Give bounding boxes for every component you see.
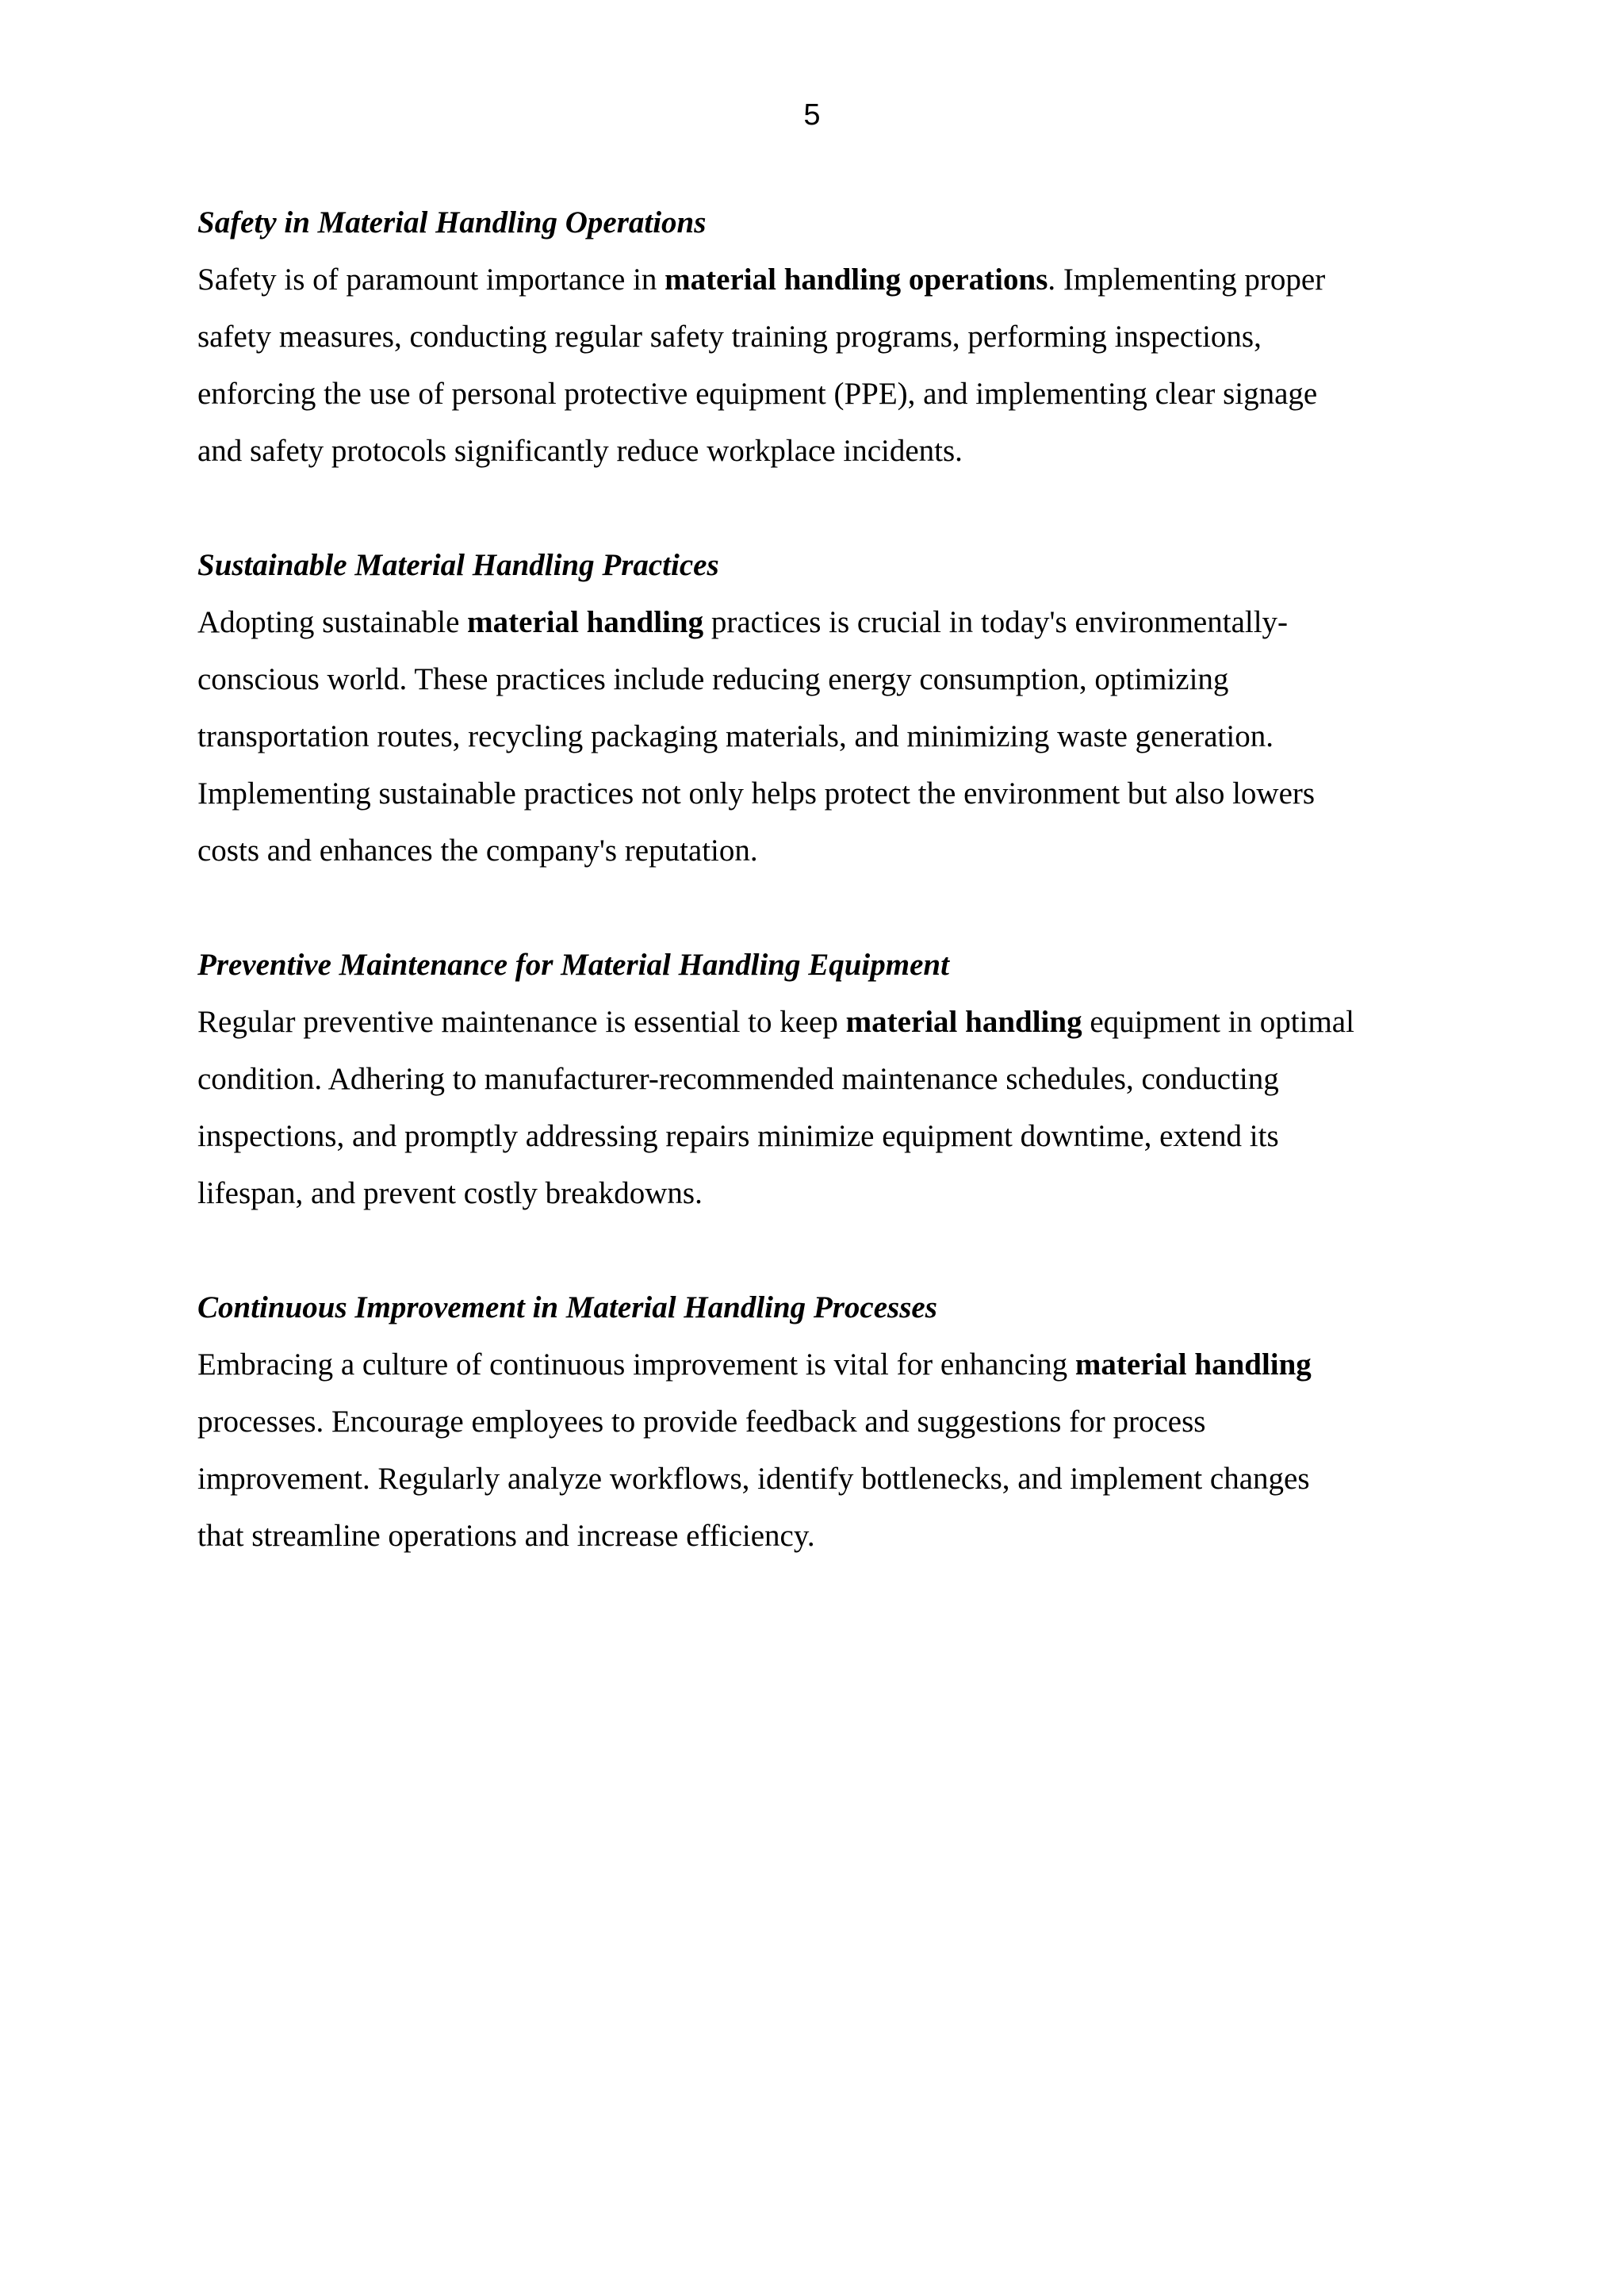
text-run: . Implementing proper: [1048, 263, 1326, 297]
section-continuous-improvement: [197, 1279, 1434, 1565]
paragraph-line: [197, 594, 1434, 651]
section-heading: Continuous Improvement in Material Handling Processes: [197, 1290, 937, 1324]
text-run: enforcing the use of personal protective equipment (PPE), and implementing clear signage: [197, 377, 1318, 411]
bold-term: material handling: [467, 605, 704, 639]
section-paragraph: [197, 251, 1434, 480]
paragraph-line: [197, 251, 1434, 309]
paragraph-line: [197, 765, 1434, 822]
bold-term: material handling operations: [665, 263, 1048, 297]
section-sustainable: [197, 537, 1434, 880]
section-paragraph: [197, 594, 1434, 880]
page-number: 5: [803, 98, 821, 132]
paragraph-line: [197, 822, 1434, 880]
paragraph-line: [197, 366, 1434, 423]
text-run: Embracing a culture of continuous improvement is vital for enhancing: [197, 1347, 1075, 1382]
text-run: equipment in optimal: [1082, 1005, 1354, 1039]
paragraph-line: [197, 994, 1434, 1051]
text-run: that streamline operations and increase efficiency.: [197, 1519, 815, 1553]
text-run: inspections, and promptly addressing repairs minimize equipment downtime, extend its: [197, 1119, 1279, 1153]
paragraph-line: [197, 1451, 1434, 1508]
section-paragraph: [197, 1336, 1434, 1565]
text-run: and safety protocols significantly reduce workplace incidents.: [197, 434, 963, 468]
paragraph-line: [197, 309, 1434, 366]
section-heading: Preventive Maintenance for Material Handling Equipment: [197, 948, 949, 982]
text-run: Safety is of paramount importance in: [197, 263, 665, 297]
paragraph-line: [197, 1508, 1434, 1565]
text-run: practices is crucial in today's environmentally-: [703, 605, 1289, 639]
section-paragraph: [197, 994, 1434, 1222]
text-run: Implementing sustainable practices not only helps protect the environment but also lowers: [197, 776, 1316, 811]
paragraph-line: [197, 1051, 1434, 1108]
paragraph-line: [197, 1108, 1434, 1165]
paragraph-line: [197, 1393, 1434, 1451]
section-safety: [197, 194, 1434, 480]
text-run: Regular preventive maintenance is essential to keep: [197, 1005, 846, 1039]
bold-term: material handling: [1074, 1347, 1312, 1382]
section-heading: Safety in Material Handling Operations: [197, 205, 707, 240]
bold-term: material handling: [845, 1005, 1082, 1039]
text-run: condition. Adhering to manufacturer-recommended maintenance schedules, conducting: [197, 1062, 1279, 1096]
text-run: lifespan, and prevent costly breakdowns.: [197, 1176, 703, 1210]
document-body: [197, 194, 1434, 1622]
paragraph-line: [197, 708, 1434, 765]
text-run: conscious world. These practices include reducing energy consumption, optimizing: [197, 662, 1229, 696]
paragraph-line: [197, 1165, 1434, 1222]
text-run: costs and enhances the company's reputation.: [197, 834, 758, 868]
section-heading: Sustainable Material Handling Practices: [197, 548, 719, 582]
text-run: processes. Encourage employees to provide feedback and suggestions for process: [197, 1405, 1206, 1439]
text-run: safety measures, conducting regular safety training programs, performing inspections,: [197, 320, 1262, 354]
section-preventive-maintenance: [197, 937, 1434, 1222]
text-run: transportation routes, recycling packaging materials, and minimizing waste generation.: [197, 719, 1274, 753]
paragraph-line: [197, 651, 1434, 708]
text-run: improvement. Regularly analyze workflows, identify bottlenecks, and implement changes: [197, 1462, 1310, 1496]
text-run: Adopting sustainable: [197, 605, 468, 639]
paragraph-line: [197, 1336, 1434, 1393]
paragraph-line: [197, 423, 1434, 480]
